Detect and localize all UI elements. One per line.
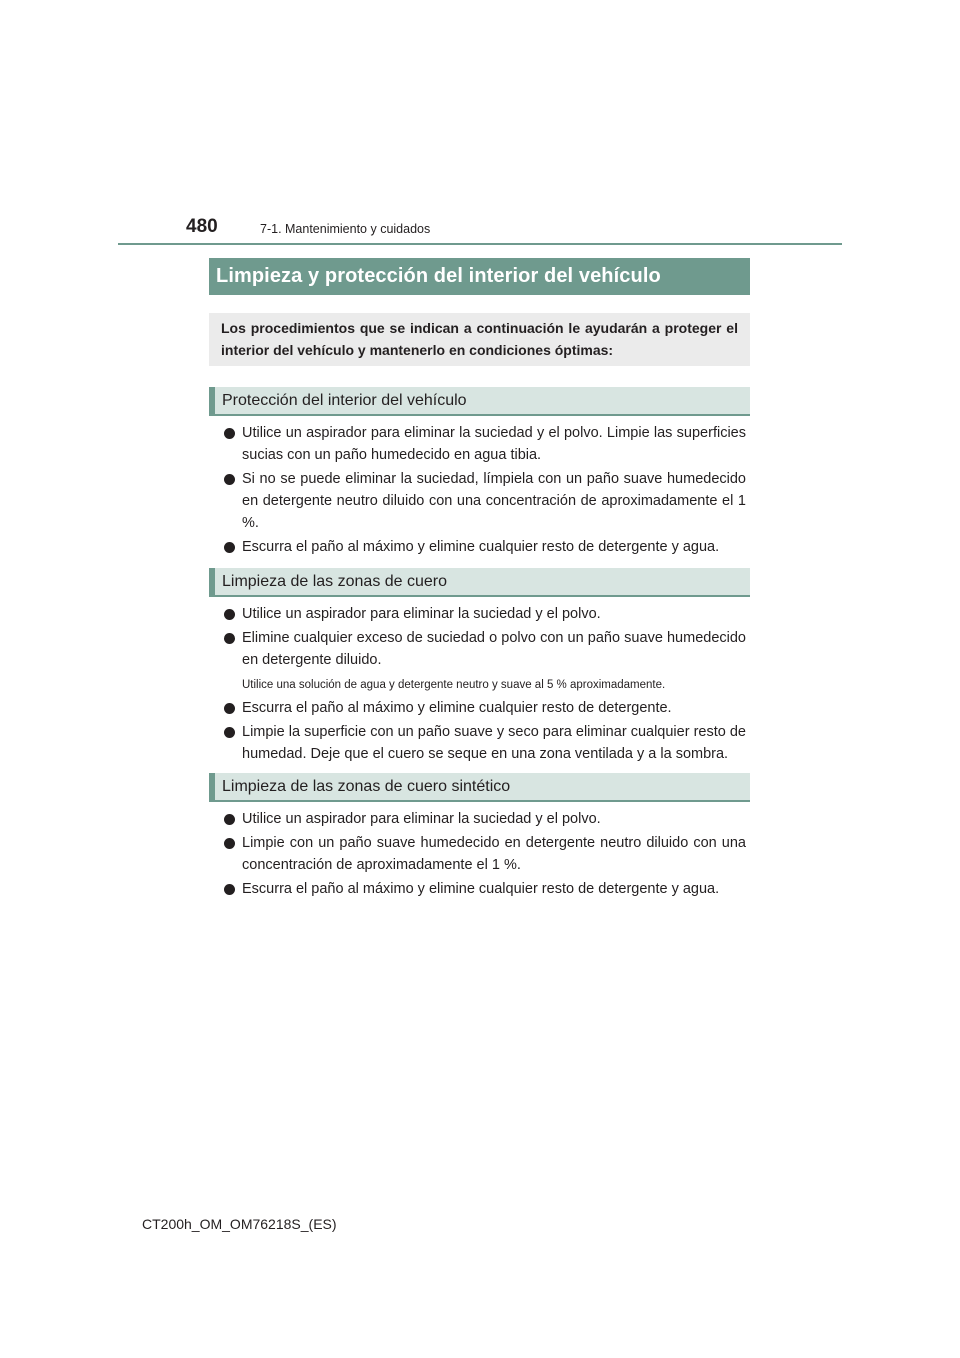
detergent-note: Utilice una solución de agua y detergente neutro y suave al 5 % aproximadamente. [242,679,666,691]
bullet-icon [224,727,235,738]
list-item [222,697,746,719]
list-item [222,603,746,625]
section-heading-leather [209,568,750,597]
list-item [222,808,746,830]
bullet-icon [224,633,235,644]
list-item [222,721,746,765]
list-item [222,536,746,558]
list-item-text: Limpie la superficie con un paño suave y seco para eliminar cualquier resto de humedad. Deje que el cuero se seque en una zona ventilada y a la sombra. [242,724,746,762]
section-heading-text: Limpieza de las zonas de cuero [222,572,448,590]
list-item-text: Limpie con un paño suave humedecido en detergente neutro diluido con una concentración de aproximadamente el 1 %. [242,835,746,873]
list-item-text: Utilice un aspirador para eliminar la suciedad y el polvo. [242,811,601,827]
bullet-icon [224,703,235,714]
page-title-bar [209,258,750,295]
bullet-icon [224,838,235,849]
list-item-text: Si no se puede eliminar la suciedad, límpiela con un paño suave humedecido en detergente neutro diluido con una concentración de aproximadamente el 1 %. [242,471,746,531]
bullet-icon [224,428,235,439]
list-item-text: Escurra el paño al máximo y elimine cualquier resto de detergente. [242,700,672,716]
bullet-icon [224,474,235,485]
section-heading-text: Limpieza de las zonas de cuero sintético [222,777,511,795]
footer-document-code: CT200h_OM_OM76218S_(ES) [142,1216,337,1232]
list-item-text: Elimine cualquier exceso de suciedad o polvo con un paño suave humedecido en detergente diluido. [242,630,746,668]
list-item-text: Utilice un aspirador para eliminar la suciedad y el polvo. [242,606,601,622]
intro-box: Los procedimientos que se indican a continuación le ayudarán a proteger el interior del vehículo y mantenerlo en condiciones óptimas: [209,313,750,366]
section-heading-interior-protection [209,387,750,416]
list-item [222,422,746,466]
page-title: Limpieza y protección del interior del vehículo [216,265,661,287]
list-item-text: Escurra el paño al máximo y elimine cualquier resto de detergente y agua. [242,881,720,897]
list-item [222,627,746,671]
list-leather [222,603,746,767]
section-heading-synthetic-leather [209,773,750,802]
list-item [222,878,746,900]
bullet-icon [224,814,235,825]
list-item-text: Escurra el paño al máximo y elimine cualquier resto de detergente y agua. [242,539,720,555]
bullet-icon [224,542,235,553]
list-item [222,468,746,534]
section-heading-text: Protección del interior del vehículo [222,391,467,409]
header-divider [118,243,842,245]
bullet-icon [224,884,235,895]
bullet-icon [224,609,235,620]
list-item [222,832,746,876]
list-interior-protection [222,422,746,560]
list-item-text: Utilice un aspirador para eliminar la suciedad y el polvo. Limpie las superficies sucias con un paño humedecido en agua tibia. [242,425,746,463]
list-synthetic-leather [222,808,746,902]
section-reference: 7-1. Mantenimiento y cuidados [260,222,431,236]
page-number: 480 [186,216,218,237]
